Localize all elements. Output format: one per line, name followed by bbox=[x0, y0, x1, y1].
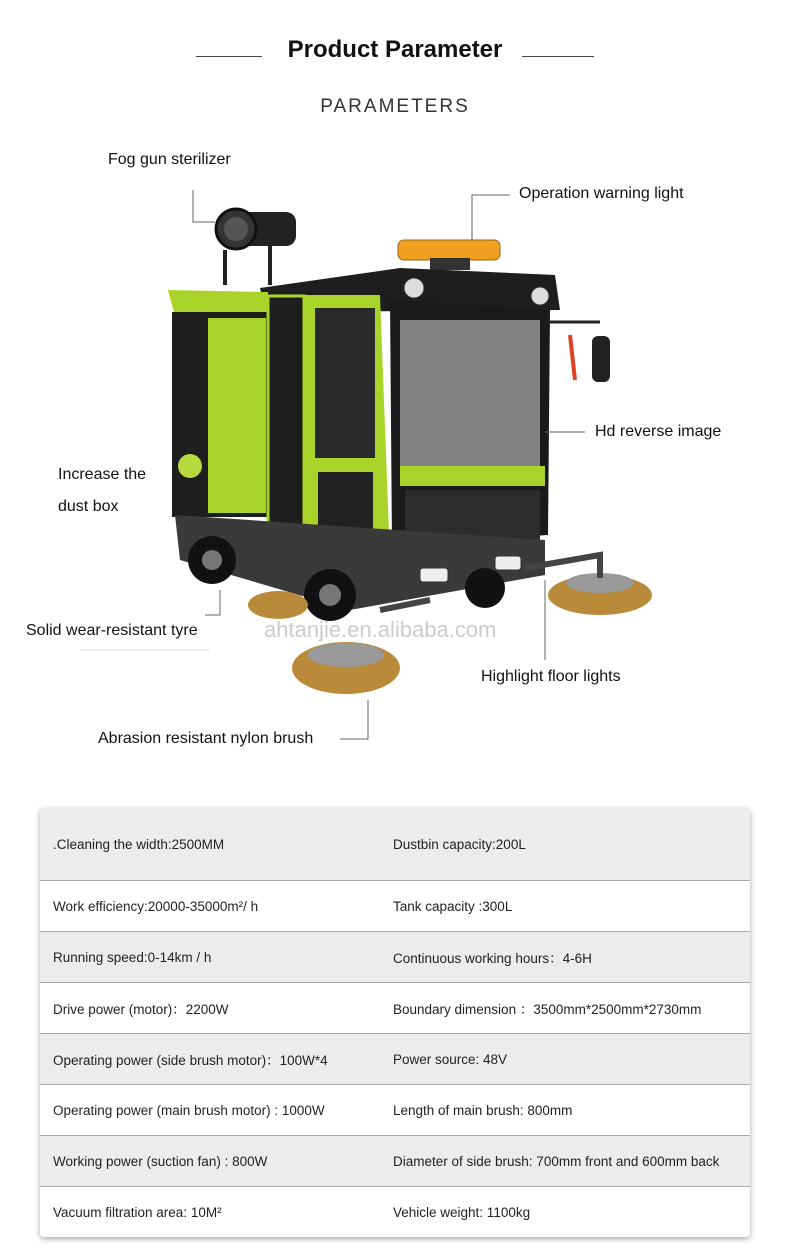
table-row bbox=[40, 1033, 750, 1084]
spec-cell: .Cleaning the width:2500MM bbox=[53, 836, 225, 852]
callout-nylon-brush: Abrasion resistant nylon brush bbox=[98, 730, 314, 747]
spec-cell: Work efficiency:20000-35000m²/ h bbox=[53, 898, 259, 914]
spec-cell: Vehicle weight: 1100kg bbox=[393, 1204, 531, 1220]
spec-cell: Continuous working hours：4-6H bbox=[393, 951, 592, 966]
callout-dust-box-2: dust box bbox=[58, 498, 119, 515]
table-row bbox=[40, 1186, 750, 1237]
spec-cell: Operating power (side brush motor)：100W*4 bbox=[53, 1053, 328, 1068]
spec-cell: Power source: 48V bbox=[393, 1051, 508, 1067]
callout-warning-light: Operation warning light bbox=[519, 185, 684, 202]
watermark: ahtanjie.en.alibaba.com bbox=[264, 617, 497, 642]
callout-fog-gun: Fog gun sterilizer bbox=[108, 151, 231, 168]
spec-cell: Drive power (motor)：2200W bbox=[53, 1002, 229, 1017]
table-row bbox=[40, 931, 750, 982]
spec-cell: Boundary dimension ：3500mm*2500mm*2730mm bbox=[393, 1002, 702, 1017]
table-row bbox=[40, 1084, 750, 1135]
page-title: Product Parameter bbox=[287, 36, 503, 63]
table-row bbox=[40, 1135, 750, 1186]
spec-cell: Working power (suction fan) : 800W bbox=[53, 1153, 268, 1169]
fog-gun-icon bbox=[216, 209, 296, 285]
callout-reverse-image: Hd reverse image bbox=[595, 423, 722, 440]
table-row bbox=[40, 880, 750, 931]
page-subtitle: PARAMETERS bbox=[320, 96, 470, 117]
spec-cell: Dustbin capacity:200L bbox=[393, 836, 526, 852]
callout-floor-lights: Highlight floor lights bbox=[481, 668, 621, 685]
spec-table bbox=[40, 808, 750, 1237]
callout-dust-box-1: Increase the bbox=[58, 466, 147, 483]
spec-cell: Running speed:0-14km / h bbox=[53, 949, 212, 965]
spec-cell: Diameter of side brush: 700mm front and 600mm back bbox=[393, 1153, 720, 1169]
table-row bbox=[40, 808, 750, 880]
spec-cell: Length of main brush: 800mm bbox=[393, 1102, 573, 1118]
callout-tyre: Solid wear-resistant tyre bbox=[26, 622, 198, 639]
spec-cell: Operating power (main brush motor) : 1000W bbox=[53, 1102, 325, 1118]
spec-cell: Vacuum filtration area: 10M² bbox=[53, 1204, 222, 1220]
table-row bbox=[40, 982, 750, 1033]
spec-cell: Tank capacity :300L bbox=[393, 898, 513, 914]
warning-light-icon bbox=[398, 240, 500, 270]
